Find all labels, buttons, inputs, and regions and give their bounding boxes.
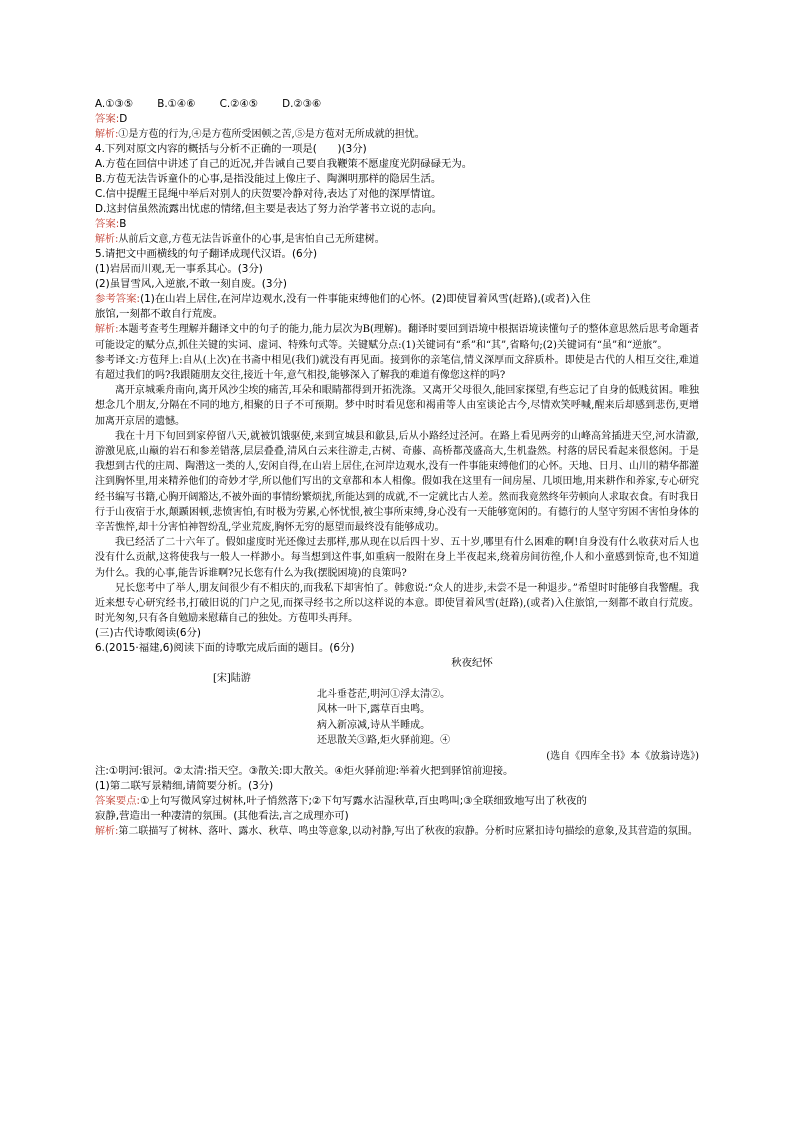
q5-stem: 5.请把文中画横线的句子翻译成现代汉语。(6分) [95, 248, 318, 261]
q5-reference-answer: 参考答案:(1)在山岩上居住,在河岸边观水,没有一件事能束缚他们的心怀。(2)即使冒着风雪(赶路),(或者)入住 [95, 293, 591, 306]
q6-stem: 6.(2015·福建,6)阅读下面的诗歌完成后面的题目。(6分) [95, 642, 355, 655]
q4-option-c: C.信中提醒王昆绳中举后对别人的庆贺要冷静对待,表达了对他的深厚情谊。 [95, 188, 442, 201]
poem-verse-3: 病入新凉减,诗从半睡成。 [317, 719, 431, 731]
poem-author: [宋]陆游 [213, 673, 251, 685]
q6-sub-question-1: (1)第二联写景精细,请简要分析。(3分) [95, 780, 274, 793]
option-d: D.②③⑥ [282, 98, 322, 110]
poem-verse-2: 风林一叶下,露草百虫鸣。 [317, 704, 431, 716]
q5-analysis: 解析:本题考查考生理解并翻译文中的句子的能力,能力层次为B(理解)。翻译时要回到语境中根据语境读懂句子的整体意思然后思考命题者可能设定的赋分点,抓住关键的实词、虚词、特殊句式等。关键赋分点:(1)关键词有“系”和“其”,省略句;(2)关键词有“虽”和“逆旅”。 [95, 324, 699, 351]
q4-option-b: B.方苞无法告诉童仆的心事,是指没能过上像庄子、陶渊明那样的隐居生活。 [95, 173, 442, 186]
q6-analysis: 解析:第二联描写了树林、落叶、露水、秋草、鸣虫等意象,以动衬静,写出了秋夜的寂静。分析时应紧扣诗句描绘的意象,及其营造的氛围。 [95, 826, 698, 838]
option-b: B.①④⑥ [157, 98, 196, 110]
document-page [95, 97, 699, 840]
poem-source: (选自《四库全书》本《放翁诗选》) [546, 750, 699, 762]
q4-option-d: D.这封信虽然流露出忧虑的情绪,但主要是表达了努力治学著书立说的志向。 [95, 203, 443, 216]
q3-analysis: 解析:①是方苞的行为,④是方苞所受困顿之苦,⑤是方苞对无所成就的担忧。 [95, 129, 425, 140]
q4-analysis: 解析:从前后文意,方苞无法告诉童仆的心事,是害怕自己无所建树。 [95, 234, 385, 246]
q5-item-1: (1)岩居而川观,无一事系其心。(3分) [95, 263, 263, 276]
q5-item-2: (2)虽冒雪风,入逆旅,不敢一刻自废。(3分) [95, 278, 287, 291]
poem-verse-1: 北斗垂苍茫,明河①浮太清②。 [317, 688, 451, 700]
q6-answer-cont: 寂静,营造出一种凄清的氛围。(其他看法,言之成理亦可) [95, 810, 349, 823]
option-c: C.②④⑤ [219, 98, 259, 110]
q4-stem: 4.下列对原文内容的概括与分析不正确的一项是( )(3分) [95, 143, 367, 156]
section-title: (三)古代诗歌阅读(6分) [95, 627, 201, 640]
q6-answer: 答案要点:①上句写微风穿过树林,叶子悄然落下;②下句写露水沾湿秋草,百虫鸣叫;③全联细致地写出了秋夜的 [95, 795, 587, 808]
poem-notes: 注:①明河:银河。②太清:指天空。③散关:即大散关。④炬火驿前迎:举着火把到驿馆前迎接。 [95, 765, 514, 778]
q4-option-a: A.方苞在回信中讲述了自己的近况,并告诫自己要自我鞭策不愿虚度光阴碌碌无为。 [95, 158, 473, 171]
q3-options [95, 97, 699, 112]
q4-answer: 答案:B [95, 218, 127, 231]
translation-para-5: 兄长您考中了举人,朋友间很少有不相庆的,而我私下却害怕了。韩愈说:“众人的进步,未尝不是一种退步。”希望时时能够自我警醒。我近来想专心研究经书,打破旧说的门户之见,而探寻经书之所以这样说的本意。即使冒着风雪(赶路),(或者)入住旅馆,一刻都不敢自行荒废。时光匆匆,只有各自勉励来慰藉自己的独处。方苞叩头再拜。 [95, 582, 699, 625]
translation-para-3: 我在十月下旬回到家停留八天,就被饥饿驱使,来到宣城县和歙县,后从小路经过泾河。在路上看见两旁的山峰高耸插进天空,河水清澈,游激见底,山巅的岩石和参差错落,层层叠叠,清风白云来往游走,古树、奇藤、高桥都茂盛高大,生机盎然。村落的居民看起来很悠闲。于是我想到古代的庄周、陶潜这一类的人,安闲自得,在山岩上居住,在河岸边观水,没有一件事能束缚他们的心怀。天地、日月、山川的精华都灌注到胸怀里,用来精养他们的奇妙才学,所以他们写出的文章都和本人相像。假如我在这里有一间房屋、几顷田地,用来耕作和养家,专心研究经书编写书籍,心胸开阔豁达,不被外面的事情纷繁烦扰,所能达到的成就,不一定就比古人差。然而我竟然终年劳顿向人求取衣食。有时我日行于山夜宿于水,颠踬困顿,悲愤害怕,有时极为劳累,心怀忧恨,被尘事所束缚,身心没有一天能够宽闲的。有德行的人坚守穷困不害怕身体的辛苦憔悴,却十分害怕神智纷乱,学业荒废,胸怀无穷的愿望而最终没有能够成功。 [95, 430, 699, 534]
translation-para-2: 离开京城乘舟南向,离开风沙尘埃的痛苦,耳朵和眼睛都得到开拓洗涤。又离开父母很久,能回家探望,有些忘记了自身的低贱贫困。唯独想念几个朋友,分隔在不同的地方,相聚的日子不可预期。梦中时时看见您和褐甫等人由室谈论古今,尽情欢笑呼喊,醒来后却感到悲伤,更增加离开京居的遗憾。 [95, 385, 699, 427]
translation-para-1: 参考译文:方苞拜上:自从(上次)在书斋中相见(我们)就没有再见面。接到你的亲笔信,情义深厚而文辞质朴。即使是古代的人相互交往,难道有超过我们的吗?我跟随朋友交往,接近十年,意气相投,能够深入了解我的难道有像您这样的吗? [95, 354, 699, 382]
translation-para-4: 我已经活了二十六年了。假如虚度时光还像过去那样,那从现在以后四十岁、五十岁,哪里有什么困难的啊!自身没有什么收获对后人也没有什么贡献,这将使我与一般人一样渺小。每当想到这件事,如重病一般附在身上半夜起来,绕着房间彷徨,仆人和小童感到惊奇,也不知道为什么。我的心事,能告诉谁啊?兄长您有什么为我(摆脱困境)的良策吗? [95, 537, 699, 579]
poem-verse-4: 还思散关③路,炬火驿前迎。④ [317, 735, 451, 747]
q5-reference-answer-cont: 旅馆,一刻都不敢自行荒废。 [95, 308, 223, 321]
option-a: A.①③⑤ [95, 98, 134, 110]
poem-title: 秋夜纪怀 [451, 657, 493, 670]
q3-answer: 答案:D [95, 113, 128, 125]
